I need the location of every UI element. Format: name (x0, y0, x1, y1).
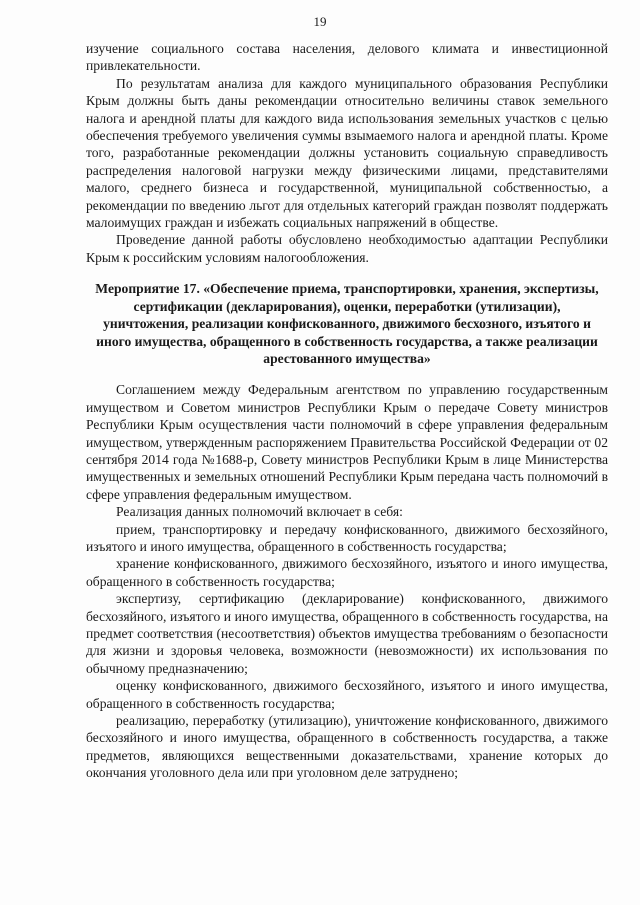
list-item: оценку конфискованного, движимого бесхозяйного, изъятого и иного имущества, обращенного в собственность государства; (86, 678, 608, 711)
paragraph: По результатам анализа для каждого муниципального образования Республики Крым должны быть даны рекомендации относительно величины ставок земельного налога и арендной платы для каждого вида использования земельных участков с целью обеспечения требуемого увеличения суммы взымаемого налога и арендной платы. Кроме того, разработанные рекомендации должны установить социальную справедливость распределения налоговой нагрузки между физическими лицами, представителями малого, среднего бизнеса и государственной, муниципальной собственностью, а рекомендации по введению льгот для отдельных категорий граждан позволят поддержать малоимущих граждан и избежать социальных напряжений в обществе. (86, 75, 608, 231)
paragraph: изучение социального состава населения, делового климата и инвестиционной привлекательности. (86, 41, 608, 74)
section-heading: Мероприятие 17. «Обеспечение приема, транспортировки, хранения, экспертизы, сертификации (декларирования), оценки, переработки (утилизации), уничтожения, реализации конфискованного, движимого бесхозного, изъятого и иного имущества, обращенного в собственность государства, а также реализации арестованного имущества» (95, 281, 599, 366)
list-item: прием, транспортировку и передачу конфискованного, движимого бесхозяйного, изъятого и иного имущества, обращенного в собственность государства; (86, 521, 608, 554)
paragraph: Проведение данной работы обусловлено необходимостью адаптации Республики Крым к российским условиям налогообложения. (86, 232, 608, 265)
list-item: реализацию, переработку (утилизацию), уничтожение конфискованного, движимого бесхозяйного и иного имущества, обращенного в собственность государства, а также предметов, являющихся вещественными доказательствами, хранение которых до окончания уголовного дела или при уголовном деле затруднено; (86, 713, 608, 781)
document-body (86, 40, 608, 782)
list-item: хранение конфискованного, движимого бесхозяйного, изъятого и иного имущества, обращенного в собственность государства; (86, 556, 608, 589)
page-number: 19 (313, 14, 327, 29)
paragraph: Реализация данных полномочий включает в себя: (116, 504, 403, 520)
list-item: экспертизу, сертификацию (декларирование) конфискованного, движимого бесхозяйного, изъятого и иного имущества, обращенного в собственность государства, на предмет соответствия (несоответствия) объектов имущества требованиям о безопасности для жизни и здоровья человека, возможности (невозможности) их использования по обычному предназначению; (86, 591, 608, 676)
paragraph: Соглашением между Федеральным агентством по управлению государственным имуществом и Советом министров Республики Крым о передаче Совету министров Республики Крым осуществления части полномочий в сфере управления федеральным имуществом, утвержденным распоряжением Правительства Российской Федерации от 02 сентября 2014 года №1688-р, Совету министров Республики Крым в лице Министерства имущественных и земельных отношений Республики Крым передана часть полномочий в сфере управления федеральным имуществом. (86, 382, 608, 502)
